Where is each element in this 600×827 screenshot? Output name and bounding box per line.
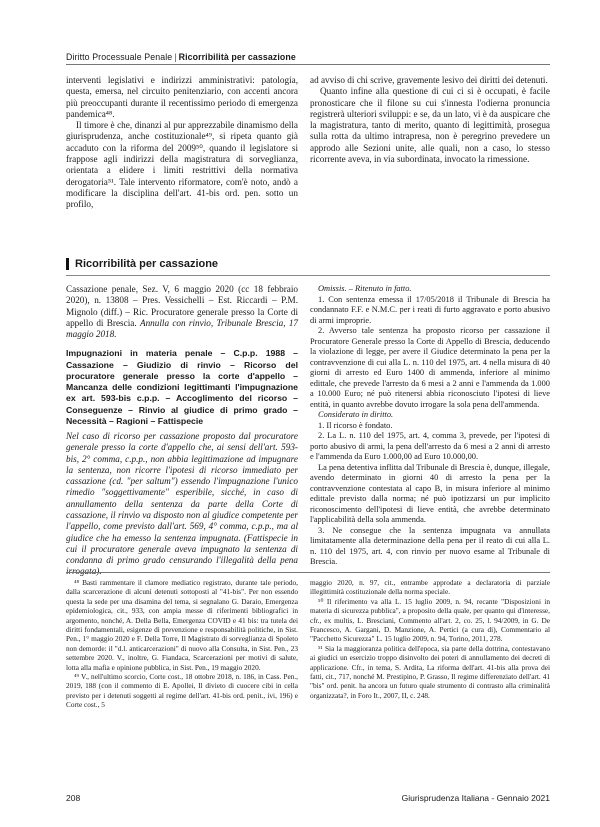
header-title: Ricorribilità per cassazione (178, 52, 296, 62)
paragraph: Il timore è che, dinanzi al pur apprezzabile dinamismo della giurisprudenza, anche costituzionale⁴⁹, si ripeta quanto già accaduto con la riforma del 2009⁵⁰, quando il legislatore si frappose agli indirizzi della magistratura di sorveglianza, orientata a elidere i limiti restrittivi della normativa derogatoria⁵¹. Tale intervento riformatore, com'è noto, andò a modificare la disciplina dell'art. 41-bis ord. pen. sotto un profilo, (66, 120, 298, 210)
decision-right-column (310, 284, 550, 568)
section-rule (66, 275, 550, 276)
citation-annotation: Annulla con rinvio, Tribunale Brescia, 17 maggio 2018. (66, 317, 299, 340)
header-rule (66, 64, 550, 65)
footnote-rule (66, 572, 550, 573)
section-title: Ricorribilità per cassazione (75, 258, 219, 270)
footnotes-left (66, 578, 298, 710)
footnotes-right (310, 578, 550, 700)
footnote: ⁴⁹ V., nell'ultimo scorcio, Corte cost., 18 ottobre 2018, n. 186, in Cass. Pen., 2019, 188 (con il commento di E. Apollei, Il divieto di cuocere cibi in cella previsto per i detenuti soggetti al regime dell'art. 41-bis ord. penit., ivi, 196) e Corte cost., 5 (66, 672, 298, 710)
journal-footer: Giurisprudenza Italiana - Gennaio 2021 (401, 793, 550, 803)
footnote: ⁵⁰ Il riferimento va alla L. 15 luglio 2009, n. 94, recante "Disposizioni in materia di sicurezza pubblica", a proposito della quale, per quanto qui d'interesse, cfr., ex multis, L. Bresciani, Commento all'art. 2, co. 25, l. 94/2009, in G. De Francesco, A. Gargani, D. Manzione, A. Pertici (a cura di), Commentario al "Pacchetto Sicurezza" L. 15 luglio 2009, n. 94, Torino, 2011, 278. (310, 596, 550, 644)
paragraph: 2. La L. n. 110 del 1975, art. 4, comma 3, prevede, per l'ipotesi di porto abusivo di armi, la pena dell'arresto da 6 mesi a 2 anni di arresto e l'ammenda da Euro 1.000,00 ad Euro 10.000,00. (310, 431, 550, 461)
citation-main: Cassazione penale, Sez. V, 6 maggio 2020 (cc 18 febbraio 2020), n. 13808 – Pres. Vessichelli – Est. Riccardi – P.M. Mignolo (diff.) – Ric. Procuratore generale presso la Corte di appello di Brescia. (66, 284, 298, 328)
massima: Nel caso di ricorso per cassazione proposto dal procuratore generale presso la corte d'appello che, ai sensi dell'art. 593-bis, 2° comma, c.p.p., non abbia legittimazione ad impugnare la sentenza, non ricorre l'ipotesi di ricorso immediato per cassazione (cd. "per saltum") essendo l'impugnazione l'unico rimedio "soggettivamente" esperibile, sicché, in caso di annullamento della sentenza da parte della Corte di cassazione, il rinvio va disposto non al giudice competente per l'appello, come previsto dall'art. 569, 4° comma, c.p.p., ma al giudice che ha emesso la sentenza impugnata. (Fattispecie in cui il procuratore generale aveva impugnato la sentenza di condanna di primo grado censurando l'illegalità della pena irrogata). (66, 430, 298, 577)
paragraph: 2. Avverso tale sentenza ha proposto ricorso per cassazione il Procuratore Generale presso la Corte di Appello di Brescia, deducendo la violazione di legge, per avere il Giudice determinato la pena per la contravvenzione di cui alla L. n. 110 del 1975, art. 4 nella misura di 40 giorni di arresto ed Euro 1400 di ammenda, inferiore al minimo edittale, che prevede l'arresto da 6 mesi a 2 anni e l'ammenda da 1.000 a 10.000 Euro; né può ritenersi abbia riconosciuto l'ipotesi di lieve entità, in quanto avrebbe dovuto irrogare la sola pena dell'ammenda. (310, 326, 550, 409)
page-number: 208 (66, 793, 81, 803)
paragraph: 1. Con sentenza emessa il 17/05/2018 il Tribunale di Brescia ha condannato F.F. e N.M.C. per i reati di furto aggravato e porto abusivo di armi improprie. (310, 294, 550, 325)
footnote: ⁵¹ Sia la maggioranza politica dell'epoca, sia parte della dottrina, contestavano ai giudici un esercizio troppo disinvolto dei poteri di annullamento dei decreti di applicazione. Cfr., in tema, S. Ardita, La riforma dell'art. 41-bis alla prova dei fatti, cit., 717, nonché M. Prestipino, P. Grasso, Il regime differenziato dell'art. 41 "bis" ord. penit. ha ancora un futuro quale strumento di contrasto alla criminalità organizzata?, in Foro It., 2007, II, c. 248. (310, 643, 550, 700)
running-header (66, 52, 296, 62)
paragraph: ad avviso di chi scrive, gravemente lesivo dei diritti dei detenuti. (310, 75, 548, 85)
section-heading (66, 258, 550, 270)
paragraph: interventi legislativi e indirizzi amministrativi: patologia, questa, emersa, nel circuito penitenziario, con accenti ancora più preoccupanti durante il recentissimo periodo di emergenza pandemica⁴⁸. (66, 75, 298, 119)
footnote: ⁴⁸ Basti rammentare il clamore mediatico registrato, durante tale periodo, dalla scarcerazione di alcuni detenuti sottoposti al "41-bis". Per non essendo questa la sede per una disamina del tema, si segnalano G. Daraio, Emergenza epidemiologica, cit., 933, con ampia messe di riferimenti bibliografici in argomento, nonché, A. Della Bella, Emergenza COVID e 41 bis: tra tutela dei diritti fondamentali, esigenze di prevenzione e responsabilità politiche, in Sist. Pen., 1° maggio 2020 e F. Della Torre, Il Magistrato di sorveglianza di Spoleto non demorde: il "d.l. anticarcerazioni" di nuovo alla Consulta, in Sist. Pen., 23 settembre 2020. V., inoltre, G. Fiandaca, Scarcerazioni per motivi di salute, lotta alla mafia e opinione pubblica, in Sist. Pen., 19 maggio 2020. (66, 578, 298, 672)
paragraph: Quanto infine alla questione di cui ci si è occupati, è facile pronosticare che il filone su cui s'innesta l'odierna pronuncia registrerà ulteriori sviluppi: e se, da un lato, vi è da auspicare che la magistratura, tanto di merito, quanto di legittimità, prosegua sulla rotta da ultimo intrapresa, non è peregrino prevedere un approdo alle Sezioni unite, alle quali, non a caso, lo stesso ricorrente aveva, in via subordinata, invocato la rimessione. (310, 86, 550, 165)
top-right-column (310, 75, 550, 165)
paragraph: La pena detentiva inflitta dal Tribunale di Brescia è, dunque, illegale, avendo determinato in giorni 40 di arresto la pena per la contravvenzione contestata al capo B, in misura inferiore al minimo edittale previsto dalla norma; né può ipotizzarsi un pur implicito riconoscimento dell'ipotesi di lieve entità, che avrebbe determinato l'applicabilità della sola ammenda. (310, 462, 550, 524)
paragraph: 1. Il ricorso è fondato. (318, 420, 393, 430)
section-marker (66, 258, 69, 270)
case-citation (66, 284, 298, 340)
keywords: Impugnazioni in materia penale – C.p.p. 1988 – Cassazione – Giudizio di rinvio – Ricorso del procuratore generale presso la corte d'appello – Mancanza delle condizioni legittimanti l'impugnazione ex art. 593-bis c.p.p. – Accoglimento del ricorso – Conseguenze – Rinvio al giudice di primo grado – Necessità – Ragioni – Fattispecie (66, 348, 298, 426)
footnote: maggio 2020, n. 97, cit., entrambe approdate a declaratoria di parziale illegittimità costituzionale della norma speciale. (310, 578, 550, 597)
paragraph: 3. Ne consegue che la sentenza impugnata va annullata limitatamente alla determinazione della pena per il reato di cui alla L. n. 110 del 1975, art. 4, con rinvio per nuovo esame al Tribunale di Brescia. (310, 525, 550, 566)
top-left-column (66, 75, 298, 211)
decision-left-column (66, 284, 298, 578)
header-section: Diritto Processuale Penale (66, 52, 173, 62)
header-separator: | (174, 52, 177, 62)
omissis-heading: Omissis. – Ritenuto in fatto. (318, 284, 412, 293)
considerato-heading: Considerato in diritto. (318, 410, 394, 419)
